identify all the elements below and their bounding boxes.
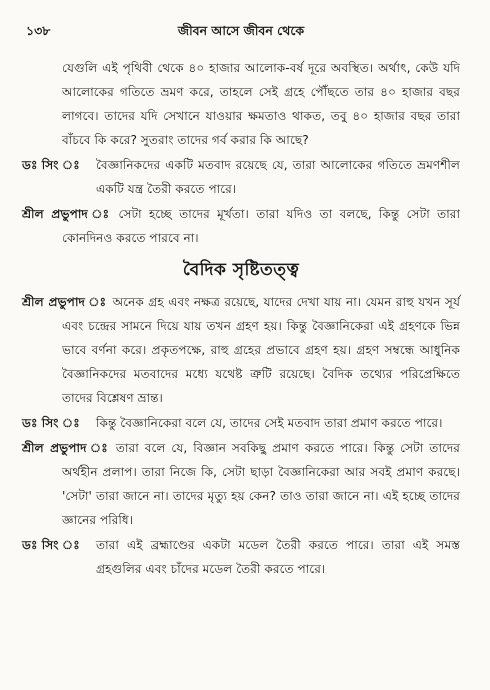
page-number: ১৩৮ xyxy=(26,23,51,38)
speaker-label: শ্রীল প্রভুপাদ ঃ xyxy=(22,441,110,455)
dialogue-paragraph xyxy=(22,533,460,581)
page-body xyxy=(22,56,460,581)
speaker-label: ডঃ সিং ঃ xyxy=(22,158,80,172)
speaker-label: ডঃ সিং ঃ xyxy=(22,416,80,430)
dialogue-paragraph xyxy=(22,202,460,250)
paragraph-text: তারা বলে যে, বিজ্ঞান সবকিছু প্রমাণ করতে পারে। কিন্তু সেটা তাদের অর্থহীন প্রলাপ। তারা নিজে কি, সেটা ছাড়া বৈজ্ঞানিকেরা আর সবই প্রমাণ করছে। 'সেটা' তারা জানে না। তাদের মৃত্যু হয় কেন? তাও তারা জানে না। এই হচ্ছে তাদের জ্ঞানের পরিধি। xyxy=(62,441,460,527)
dialogue-paragraph xyxy=(22,411,460,435)
speaker-label: শ্রীল প্রভুপাদ ঃ xyxy=(22,207,113,221)
paragraph-text: যেগুলি এই পৃথিবী থেকে ৪০ হাজার আলোক-বর্ষ দূরে অবস্থিত। অর্থাৎ, কেউ যদি আলোকের গতিতে ভ্রমণ করে, তাহলে সেই গ্রহে পৌঁছতে তার ৪০ হাজার বছর লাগবে। তাদের যদি সেখানে যাওয়ার ক্ষমতাও থাকত, তবু ৪০ হাজার বছর তারা বাঁচবে কি করে? সুতরাং তাদের গর্ব করার কি আছে? xyxy=(62,61,460,147)
paragraph-text: কিন্তু বৈজ্ঞানিকেরা বলে যে, তাদের সেই মতবাদ তারা প্রমাণ করতে পারে। xyxy=(96,416,443,430)
paragraph-text: বৈজ্ঞানিকদের একটি মতবাদ রয়েছে যে, তারা আলোকের গতিতে ভ্রমণশীল একটি যন্ত্র তৈরী করতে পারে। xyxy=(96,158,460,196)
paragraph-text: তারা এই ব্রহ্মাণ্ডের একটা মডেল তৈরী করতে পারে। তারা এই সমস্ত গ্রহগুলির এবং চাঁদের মডেল তৈরী করতে পারে। xyxy=(96,538,460,576)
page-header xyxy=(22,20,460,42)
dialogue-paragraph xyxy=(22,153,460,201)
paragraph-text: সেটা হচ্ছে তাদের মূর্খতা। তারা যদিও তা বলছে, কিন্তু সেটা তারা কোনদিনও করতে পারবে না। xyxy=(62,207,460,245)
speaker-label: শ্রীল প্রভুপাদ ঃ xyxy=(22,295,107,309)
dialogue-paragraph xyxy=(22,290,460,410)
paragraph-text: অনেক গ্রহ এবং নক্ষত্র রয়েছে, যাদের দেখা যায় না। যেমন রাহু যখন সূর্য এবং চন্দ্রের সামনে দিয়ে যায় তখন গ্রহণ হয়। কিন্তু বৈজ্ঞানিকেরা এই গ্রহণকে ভিন্ন ভাবে বর্ণনা করে। প্রকৃতপক্ষে, রাহু গ্রহের প্রভাবে গ্রহণ হয়। গ্রহণ সম্বন্ধে আধুনিক বৈজ্ঞানিকদের মতবাদের মধ্যে যথেষ্ট ত্রুটি রয়েছে। বৈদিক তথ্যের পরিপ্রেক্ষিতে তাদের বিশ্লেষণ ভ্রান্ত। xyxy=(62,295,460,405)
section-heading-text: বৈদিক সৃষ্টিতত্ত্ব xyxy=(182,260,300,280)
speaker-label: ডঃ সিং ঃ xyxy=(22,538,80,552)
section-heading xyxy=(22,258,460,284)
paragraph xyxy=(22,56,460,152)
dialogue-paragraph xyxy=(22,436,460,532)
running-title: জীবন আসে জীবন থেকে xyxy=(177,23,305,38)
